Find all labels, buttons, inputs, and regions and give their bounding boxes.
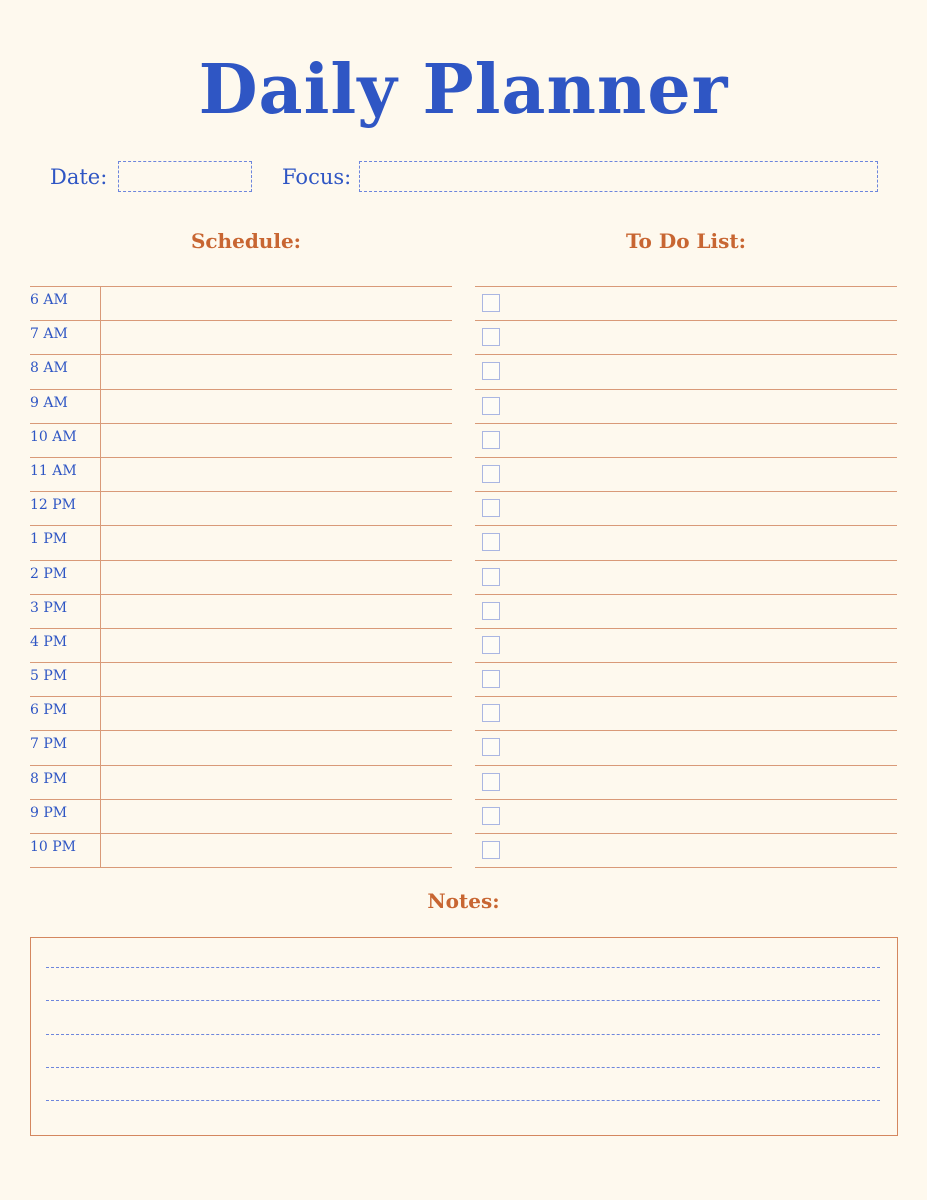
- todo-item[interactable]: [475, 833, 897, 868]
- schedule-row[interactable]: [30, 696, 452, 730]
- time-label: 11 AM: [30, 462, 77, 479]
- schedule-row[interactable]: [30, 491, 452, 525]
- time-label: 9 PM: [30, 804, 68, 821]
- schedule-row[interactable]: [30, 765, 452, 799]
- todo-checkbox[interactable]: [482, 602, 500, 620]
- time-label: 7 PM: [30, 736, 68, 753]
- schedule-divider: [100, 286, 101, 868]
- todo-checkbox[interactable]: [482, 807, 500, 825]
- time-label: 10 PM: [30, 839, 77, 855]
- todo-item[interactable]: [475, 286, 897, 320]
- todo-item[interactable]: [475, 730, 897, 764]
- todo-item[interactable]: [475, 423, 897, 457]
- todo-item[interactable]: [475, 765, 897, 799]
- time-label: 2 PM: [30, 565, 68, 582]
- todo-checkbox[interactable]: [482, 704, 500, 722]
- todo-checkbox[interactable]: [482, 465, 500, 483]
- todo-checkbox[interactable]: [482, 533, 500, 551]
- schedule-row[interactable]: [30, 833, 452, 868]
- notes-line: [46, 967, 880, 968]
- schedule-row[interactable]: [30, 799, 452, 833]
- time-label: 5 PM: [30, 668, 68, 685]
- todo-item[interactable]: [475, 389, 897, 423]
- time-label: 6 PM: [30, 702, 68, 719]
- time-label: 4 PM: [30, 633, 68, 650]
- todo-checkbox[interactable]: [482, 841, 500, 859]
- schedule-row[interactable]: [30, 594, 452, 628]
- todo-checkbox[interactable]: [482, 670, 500, 688]
- time-label: 3 PM: [30, 599, 68, 616]
- todo-checkbox[interactable]: [482, 499, 500, 517]
- time-label: 12 PM: [30, 497, 77, 514]
- time-label: 6 AM: [30, 292, 68, 308]
- schedule-row[interactable]: [30, 389, 452, 423]
- focus-field[interactable]: [359, 161, 878, 192]
- time-label: 10 AM: [30, 428, 77, 445]
- todo-item[interactable]: [475, 594, 897, 628]
- todo-checkbox[interactable]: [482, 362, 500, 380]
- schedule-row[interactable]: [30, 525, 452, 559]
- notes-heading: Notes:: [427, 889, 500, 913]
- todo-item[interactable]: [475, 525, 897, 559]
- date-field[interactable]: [118, 161, 252, 192]
- notes-line: [46, 1100, 880, 1101]
- schedule-heading: Schedule:: [190, 229, 302, 253]
- schedule-row[interactable]: [30, 730, 452, 764]
- todo-item[interactable]: [475, 628, 897, 662]
- schedule-list: [30, 286, 452, 868]
- time-label: 9 AM: [30, 394, 68, 411]
- todo-checkbox[interactable]: [482, 294, 500, 312]
- todo-item[interactable]: [475, 491, 897, 525]
- schedule-row[interactable]: [30, 286, 452, 320]
- time-label: 1 PM: [30, 531, 68, 548]
- todo-heading: To Do List:: [625, 229, 747, 253]
- notes-area[interactable]: [30, 937, 898, 1136]
- todo-item[interactable]: [475, 320, 897, 354]
- todo-checkbox[interactable]: [482, 636, 500, 654]
- time-label: 8 PM: [30, 770, 68, 787]
- todo-item[interactable]: [475, 354, 897, 388]
- todo-list: [475, 286, 897, 868]
- date-label: Date:: [50, 165, 108, 189]
- todo-checkbox[interactable]: [482, 328, 500, 346]
- todo-item[interactable]: [475, 662, 897, 696]
- notes-line: [46, 1000, 880, 1001]
- time-label: 7 AM: [30, 326, 68, 343]
- todo-item[interactable]: [475, 799, 897, 833]
- todo-item[interactable]: [475, 696, 897, 730]
- todo-checkbox[interactable]: [482, 568, 500, 586]
- todo-checkbox[interactable]: [482, 397, 500, 415]
- todo-checkbox[interactable]: [482, 738, 500, 756]
- todo-checkbox[interactable]: [482, 773, 500, 791]
- schedule-row[interactable]: [30, 662, 452, 696]
- schedule-row[interactable]: [30, 457, 452, 491]
- notes-line: [46, 1034, 880, 1035]
- todo-checkbox[interactable]: [482, 431, 500, 449]
- schedule-row[interactable]: [30, 628, 452, 662]
- time-label: 8 AM: [30, 360, 68, 377]
- todo-item[interactable]: [475, 457, 897, 491]
- schedule-row[interactable]: [30, 423, 452, 457]
- notes-line: [46, 1067, 880, 1068]
- focus-label: Focus:: [282, 165, 352, 189]
- todo-item[interactable]: [475, 560, 897, 594]
- schedule-row[interactable]: [30, 320, 452, 354]
- schedule-row[interactable]: [30, 560, 452, 594]
- page-title: Daily Planner: [198, 50, 729, 130]
- schedule-row[interactable]: [30, 354, 452, 388]
